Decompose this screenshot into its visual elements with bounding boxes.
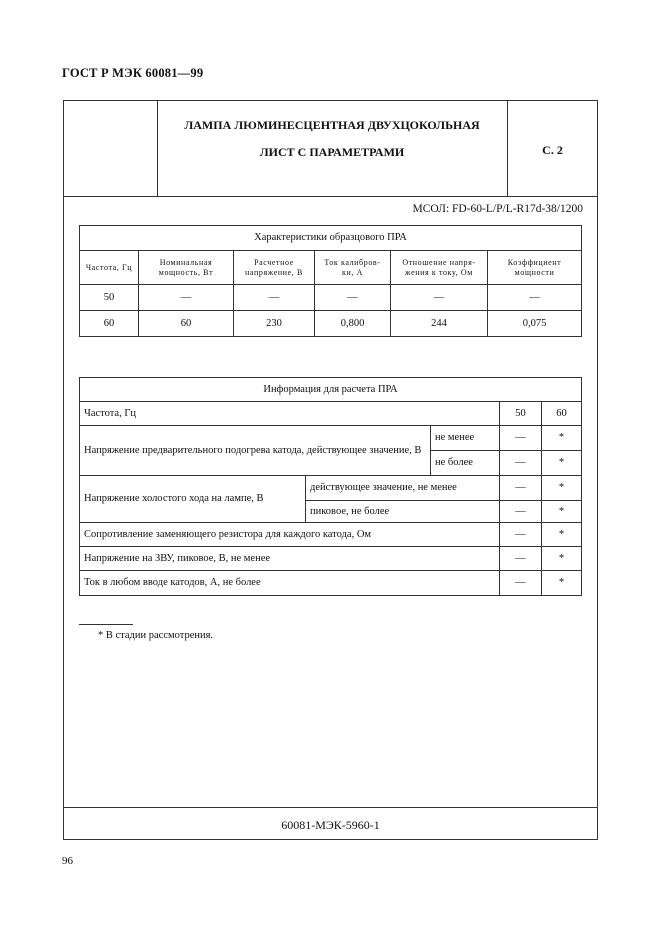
table-cell: — xyxy=(500,501,542,523)
table-cell: 50 xyxy=(80,285,139,311)
footnote-rule xyxy=(79,624,133,625)
table-cell: — xyxy=(500,476,542,501)
preheat-voltage-label: Напряжение предварительного подогрева катода, действующее значение, В xyxy=(80,426,431,476)
table-cell: 230 xyxy=(234,311,315,337)
table-caption: Характеристики образцового ПРА xyxy=(80,226,582,251)
lamp-designation: МСОЛ: FD-60-L/P/L-R17d-38/1200 xyxy=(412,203,583,215)
table-row xyxy=(80,402,582,426)
table-cell: — xyxy=(500,426,542,451)
table-row xyxy=(80,571,582,596)
min-label: не менее xyxy=(431,426,500,451)
column-header: Отношение напря-жения к току, Ом xyxy=(391,251,488,285)
footer-divider xyxy=(64,807,597,808)
table-cell: * xyxy=(542,476,582,501)
max-label: не более xyxy=(431,451,500,476)
table-cell: 60 xyxy=(80,311,139,337)
cathode-current-label: Ток в любом вводе катодов, А, не более xyxy=(80,571,500,596)
peak-max-label: пиковое, не более xyxy=(306,501,500,523)
frequency-60: 60 xyxy=(542,402,582,426)
resistor-label: Сопротивление заменяющего резистора для каждого катода, Ом xyxy=(80,523,500,547)
page-number: 96 xyxy=(62,855,73,867)
open-circuit-voltage-label: Напряжение холостого хода на лампе, В xyxy=(80,476,306,523)
table-cell: 244 xyxy=(391,311,488,337)
table-cell: — xyxy=(234,285,315,311)
frequency-label: Частота, Гц xyxy=(80,402,500,426)
table-cell: — xyxy=(391,285,488,311)
table-cell: — xyxy=(500,571,542,596)
column-header: Расчетное напряжение, В xyxy=(234,251,315,285)
column-header: Коэффициент мощности xyxy=(488,251,582,285)
table-cell: * xyxy=(542,501,582,523)
column-header: Частота, Гц xyxy=(80,251,139,285)
rms-min-label: действующее значение, не менее xyxy=(306,476,500,501)
table-cell: 0,800 xyxy=(315,311,391,337)
table-cell: 0,075 xyxy=(488,311,582,337)
starter-voltage-label: Напряжение на ЗВУ, пиковое, В, не менее xyxy=(80,547,500,571)
footnote: * В стадии рассмотрения. xyxy=(98,630,214,641)
reference-ballast-table xyxy=(79,225,582,337)
lamp-title: ЛАМПА ЛЮМИНЕСЦЕНТНАЯ ДВУХЦОКОЛЬНАЯ xyxy=(184,118,480,132)
table-cell: * xyxy=(542,426,582,451)
table-cell: — xyxy=(315,285,391,311)
table-cell: * xyxy=(542,571,582,596)
document-code: ГОСТ Р МЭК 60081—99 xyxy=(62,66,204,80)
frequency-50: 50 xyxy=(500,402,542,426)
table-row xyxy=(80,547,582,571)
table-cell: — xyxy=(500,547,542,571)
table-row xyxy=(80,426,582,451)
table-cell: * xyxy=(542,547,582,571)
table-cell: 60 xyxy=(139,311,234,337)
table-cell: — xyxy=(488,285,582,311)
sheet-reference: 60081-МЭК-5960-1 xyxy=(281,818,380,832)
table-row xyxy=(80,285,582,311)
table-cell: — xyxy=(139,285,234,311)
table-cell: — xyxy=(500,451,542,476)
table-row xyxy=(80,311,582,337)
table-row xyxy=(80,476,582,501)
ballast-calculation-table xyxy=(79,377,582,596)
table-caption: Информация для расчета ПРА xyxy=(80,378,582,402)
table-row xyxy=(80,523,582,547)
sheet-subtitle: ЛИСТ С ПАРАМЕТРАМИ xyxy=(259,145,405,159)
table-cell: * xyxy=(542,523,582,547)
sheet-number: С. 2 xyxy=(542,143,563,157)
table-cell: * xyxy=(542,451,582,476)
header-divider xyxy=(64,196,597,197)
table-cell: — xyxy=(500,523,542,547)
column-header: Номинальная мощность, Вт xyxy=(139,251,234,285)
column-header: Ток калибров-ки, А xyxy=(315,251,391,285)
